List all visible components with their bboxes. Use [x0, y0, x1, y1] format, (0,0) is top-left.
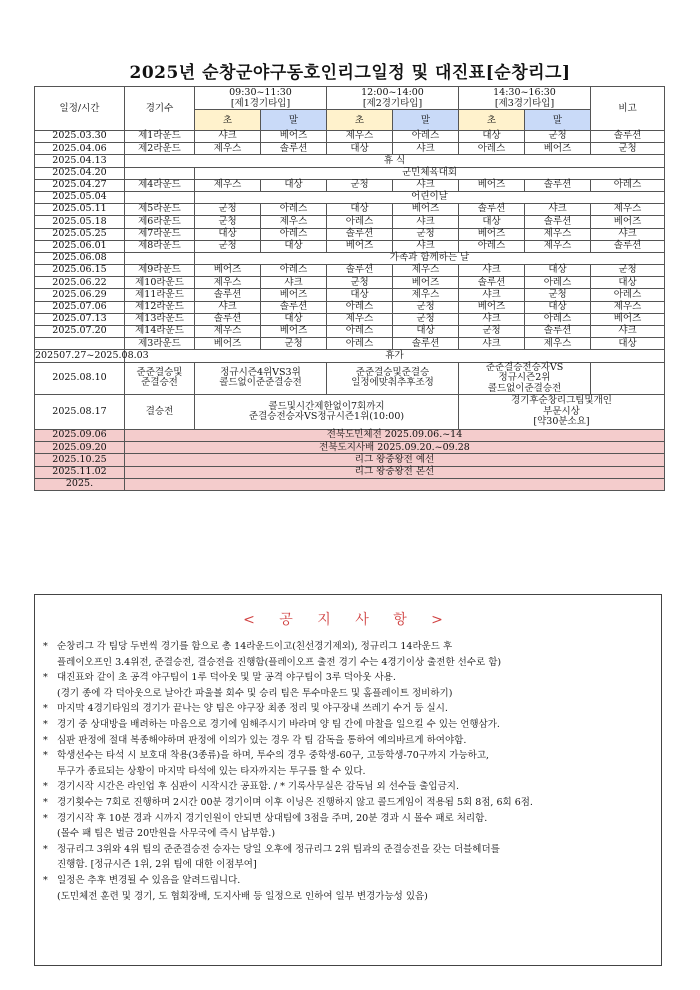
team-cell: 아레스	[459, 240, 525, 252]
semifinal-line: 정규시즌4위VS3위	[220, 366, 301, 378]
team-cell: 샤크	[393, 143, 459, 155]
table-row	[35, 131, 665, 143]
semifinal-slot3	[459, 362, 591, 395]
row-round	[125, 167, 195, 179]
notice-item	[43, 717, 651, 733]
semifinal-slot1	[195, 362, 327, 395]
row-round	[125, 252, 195, 264]
row-date	[35, 338, 125, 350]
notice-text: 정규리그 3위와 4위 팀의 준준결승전 승자는 당일 오후에 정규리그 2위 팀과의 준결승전을 갖는 더블헤더를	[57, 843, 500, 855]
row-event: 전북도지사배 2025.09.20.~09.28	[125, 442, 665, 454]
team-cell: 군청	[327, 277, 393, 289]
team-cell: 솔루션	[459, 277, 525, 289]
row-note: 베어즈	[591, 313, 665, 325]
row-event: 어린이날	[195, 191, 665, 203]
notice-bullet: *	[43, 641, 48, 652]
team-cell: 솔루션	[525, 216, 591, 228]
row-round: 제4라운드	[125, 179, 195, 191]
row-date: 2025.04.27	[35, 179, 125, 191]
table-row	[35, 179, 665, 191]
team-cell: 군청	[393, 301, 459, 313]
semifinal-line: 콜드없이준준결승전	[219, 377, 302, 389]
team-cell: 아레스	[261, 265, 327, 277]
team-cell: 제우스	[327, 313, 393, 325]
team-cell: 대상	[261, 179, 327, 191]
row-event: 가족과 함께하는 날	[195, 252, 665, 264]
notice-bullet: *	[43, 703, 48, 715]
notice-bullet: *	[43, 672, 48, 684]
notice-text: 진행함. [정규시즌 1위, 2위 팀에 대한 이점부여]	[57, 859, 257, 871]
table-row	[35, 143, 665, 155]
row-note: 군청	[591, 143, 665, 155]
table-row	[35, 191, 665, 203]
header-note: 비고	[591, 87, 665, 131]
team-cell: 대상	[327, 289, 393, 301]
row-round: 제9라운드	[125, 265, 195, 277]
team-cell: 샤크	[195, 301, 261, 313]
team-cell: 대상	[261, 313, 327, 325]
team-cell: 솔루션	[327, 265, 393, 277]
team-cell: 솔루션	[261, 143, 327, 155]
header-slot-2: 12:00~14:00 [제2경기타입]	[327, 87, 459, 110]
team-cell: 솔루션	[525, 326, 591, 338]
team-cell: 군청	[525, 289, 591, 301]
row-date: 2025.04.13	[35, 155, 125, 167]
notice-text: 투구가 종료되는 상황이 마지막 타석에 있는 타자까지는 투구를 할 수 있다.	[57, 765, 366, 777]
team-cell: 제우스	[195, 326, 261, 338]
notice-bullet: *	[43, 812, 48, 824]
row-event: 휴 식	[125, 155, 665, 167]
notice-text: 학생선수는 타석 시 보호대 착용(3종류)을 하며, 투수의 경우 중학생-60구, 고등학생-70구까지 가능하고,	[57, 750, 490, 762]
semifinal-line: 준준결승및준결승	[355, 366, 430, 378]
row-note: 제우스	[591, 301, 665, 313]
team-cell: 대상	[261, 240, 327, 252]
team-cell: 대상	[327, 143, 393, 155]
team-cell: 아레스	[327, 216, 393, 228]
notice-text: 경기횟수는 7회로 진행하며 2시간 00분 경기이며 이후 이닝은 진행하지 않고 콜드게임이 적용됨 5회 8점, 6회 6점.	[57, 796, 533, 808]
notice-text: 심판 판정에 절대 복종해야하며 판정에 이의가 있는 경우 각 팀 감독을 통하여 예의바르게 하여야함.	[57, 734, 467, 746]
row-date: 2025.05.18	[35, 216, 125, 228]
header-cho: 초	[327, 110, 393, 131]
team-cell: 제우스	[327, 131, 393, 143]
final-note-line: 경기후순창리그팀및개인	[511, 395, 612, 407]
team-cell: 대상	[327, 204, 393, 216]
notice-item	[43, 639, 651, 655]
notice-text: 경기시작 후 10분 경과 시까지 경기인원이 안되면 상대팀에 3점을 주며, 20분 경과 시 몰수 패로 처리함.	[57, 812, 488, 824]
table-row-event	[35, 430, 665, 442]
table-row	[35, 155, 665, 167]
team-cell: 솔루션	[459, 204, 525, 216]
row-date: 2025.06.01	[35, 240, 125, 252]
notice-text: 순창리그 각 팀당 두번씩 경기를 함으로 총 14라운드이고(친선경기제외), 정규리그 14라운드 후	[57, 641, 453, 652]
notice-item	[43, 733, 651, 749]
team-cell: 아레스	[459, 143, 525, 155]
notice-bullet: *	[43, 718, 48, 730]
row-date: 2025.	[35, 478, 125, 490]
team-cell: 베어즈	[195, 265, 261, 277]
row-note: 대상	[591, 338, 665, 350]
notice-text: (도민체전 훈련 및 경기, 도 협회장배, 도지사배 등 일정으로 인하여 일부 변경가능성 있음)	[57, 890, 428, 902]
notice-item	[43, 811, 651, 827]
notice-text: 대진표와 같이 초 공격 야구팀이 1루 덕아웃 및 말 공격 야구팀이 3루 덕아웃 사용.	[57, 672, 396, 684]
header-slot-1: 09:30~11:30 [제1경기타입]	[195, 87, 327, 110]
table-row-semifinal	[35, 362, 665, 395]
row-date: 2025.09.06	[35, 430, 125, 442]
team-cell: 제우스	[195, 277, 261, 289]
row-round: 결승전	[125, 395, 195, 430]
team-cell: 대상	[525, 301, 591, 313]
row-event: 전북도민체전 2025.09.06.~14	[125, 430, 665, 442]
final-line: 준결승전승자VS정규시즌1위(10:00)	[248, 411, 405, 423]
row-date: 2025.08.10	[35, 362, 125, 395]
row-round: 제2라운드	[125, 143, 195, 155]
notice-title: < 공 지 사 항 >	[243, 612, 453, 628]
row-event: 군민체육대회	[195, 167, 665, 179]
team-cell: 아레스	[327, 338, 393, 350]
row-date: 2025.08.17	[35, 395, 125, 430]
team-cell: 샤크	[393, 179, 459, 191]
table-row	[35, 228, 665, 240]
team-cell: 베어즈	[261, 131, 327, 143]
team-cell: 베어즈	[327, 240, 393, 252]
team-cell: 대상	[393, 326, 459, 338]
team-cell: 제우스	[525, 338, 591, 350]
team-cell: 대상	[195, 228, 261, 240]
notice-text: 일정은 추후 변경될 수 있음을 알려드립니다.	[57, 874, 241, 886]
table-row	[35, 326, 665, 338]
semifinal-line: 콜드없이준결승전	[487, 382, 562, 394]
team-cell: 아레스	[261, 228, 327, 240]
notice-text: (경기 종에 각 덕아웃으로 날아간 파울볼 회수 및 승리 팀은 투수마운드 및 홈플레이트 정비하기)	[57, 687, 453, 699]
table-row	[35, 301, 665, 313]
team-cell: 솔루션	[393, 338, 459, 350]
notice-bullet: *	[43, 750, 48, 762]
team-cell: 군청	[393, 313, 459, 325]
row-round: 제13라운드	[125, 313, 195, 325]
team-cell: 군청	[459, 326, 525, 338]
row-note: 대상	[591, 277, 665, 289]
team-cell: 군청	[525, 131, 591, 143]
team-cell: 샤크	[459, 289, 525, 301]
round-line: 준준결승및	[136, 366, 183, 378]
row-event	[125, 478, 665, 490]
team-cell: 아레스	[393, 131, 459, 143]
team-cell: 아레스	[327, 326, 393, 338]
row-round: 제3라운드	[125, 338, 195, 350]
notice-text: 경기 중 상대방을 배려하는 마음으로 경기에 임해주시기 바라며 양 팀 간에 마찰을 일으킬 수 있는 언행삼가.	[57, 718, 500, 730]
team-cell: 베어즈	[261, 289, 327, 301]
notice-bullet: *	[43, 874, 48, 886]
row-round: 제8라운드	[125, 240, 195, 252]
team-cell: 군청	[195, 204, 261, 216]
team-cell: 아레스	[525, 277, 591, 289]
team-cell: 아레스	[327, 301, 393, 313]
team-cell: 군청	[393, 228, 459, 240]
notice-text: 플레이오프인 3.4위전, 준결승전, 결승전을 진행함(플레이오프 출전 경기 수는 4경기이상 출전한 선수로 함)	[57, 656, 502, 668]
row-event: 리그 왕중왕전 예선	[125, 454, 665, 466]
team-cell: 샤크	[459, 338, 525, 350]
notice-item	[43, 655, 651, 671]
row-round: 제11라운드	[125, 289, 195, 301]
header-cho: 초	[195, 110, 261, 131]
row-date: 2025.05.04	[35, 191, 125, 203]
team-cell: 베어즈	[459, 301, 525, 313]
team-cell: 대상	[525, 265, 591, 277]
header-slot-3: 14:30~16:30 [제3경기타입]	[459, 87, 591, 110]
row-date: 2025.06.29	[35, 289, 125, 301]
notice-bullet: *	[43, 796, 48, 808]
row-event: 휴가	[125, 350, 665, 362]
row-round: 제1라운드	[125, 131, 195, 143]
team-cell: 아레스	[261, 204, 327, 216]
header-mal: 말	[261, 110, 327, 131]
row-date: 2025.05.11	[35, 204, 125, 216]
row-note	[591, 362, 665, 395]
table-row	[35, 216, 665, 228]
table-row	[35, 350, 665, 362]
team-cell: 베어즈	[393, 204, 459, 216]
page-title: 2025년 순창군야구동호인리그일정 및 대진표[순창리그]	[129, 63, 571, 83]
row-note: 아레스	[591, 179, 665, 191]
team-cell: 제우스	[195, 179, 261, 191]
team-cell: 솔루션	[327, 228, 393, 240]
table-row	[35, 167, 665, 179]
table-row	[35, 252, 665, 264]
row-date: 2025.06.22	[35, 277, 125, 289]
row-round: 제6라운드	[125, 216, 195, 228]
notice-item	[43, 857, 651, 873]
notice-bullet: *	[43, 781, 48, 793]
team-cell: 군청	[261, 338, 327, 350]
row-date: 2025.04.06	[35, 143, 125, 155]
team-cell: 샤크	[459, 313, 525, 325]
notice-item	[43, 873, 651, 889]
row-note: 군청	[591, 265, 665, 277]
team-cell: 제우스	[525, 240, 591, 252]
row-date: 202507.27~2025.08.03	[35, 349, 149, 361]
team-cell: 제우스	[393, 265, 459, 277]
row-date: 2025.05.25	[35, 228, 125, 240]
table-row	[35, 313, 665, 325]
team-cell: 솔루션	[525, 179, 591, 191]
team-cell: 베어즈	[393, 277, 459, 289]
row-round	[125, 191, 195, 203]
row-date: 2025.07.06	[35, 301, 125, 313]
final-main	[195, 395, 459, 430]
table-row-event	[35, 478, 665, 490]
team-cell: 제우스	[393, 289, 459, 301]
team-cell: 베어즈	[195, 338, 261, 350]
team-cell: 대상	[459, 216, 525, 228]
table-row	[35, 277, 665, 289]
row-round: 제14라운드	[125, 326, 195, 338]
team-cell: 솔루션	[195, 289, 261, 301]
team-cell: 제우스	[195, 143, 261, 155]
notice-item	[43, 764, 651, 780]
row-note: 샤크	[591, 228, 665, 240]
team-cell: 샤크	[459, 265, 525, 277]
row-event: 리그 왕중왕전 본선	[125, 466, 665, 478]
notice-box	[34, 594, 662, 966]
row-note: 솔루션	[591, 240, 665, 252]
table-row	[35, 240, 665, 252]
notice-text: 경기시작 시간은 라인업 후 심판이 시작시간 공표함. / * 기록사무실은 감독님 외 선수들 출입금지.	[57, 781, 459, 793]
semifinal-line: 일정에맞춰추후조정	[351, 377, 434, 389]
row-round: 제10라운드	[125, 277, 195, 289]
header-mal: 말	[525, 110, 591, 131]
table-row-final	[35, 395, 665, 430]
notice-text: (몰수 패 팀은 벌금 20만원을 사무국에 즉시 납부함.)	[57, 828, 276, 840]
team-cell: 샤크	[195, 131, 261, 143]
notice-bullet: *	[43, 843, 48, 855]
team-cell: 베어즈	[459, 179, 525, 191]
notice-item	[43, 701, 651, 717]
notice-item	[43, 889, 651, 905]
team-cell: 군청	[195, 216, 261, 228]
team-cell: 제우스	[525, 228, 591, 240]
notice-item	[43, 795, 651, 811]
header-cho: 초	[459, 110, 525, 131]
team-cell: 샤크	[525, 204, 591, 216]
team-cell: 대상	[459, 131, 525, 143]
team-cell: 솔루션	[195, 313, 261, 325]
row-date: 2025.06.15	[35, 265, 125, 277]
final-note-line: 부문시상	[543, 405, 580, 417]
row-round	[125, 362, 195, 395]
schedule-table	[34, 86, 665, 491]
header-games: 경기수	[125, 87, 195, 131]
table-row	[35, 265, 665, 277]
team-cell: 샤크	[393, 216, 459, 228]
team-cell: 베어즈	[459, 228, 525, 240]
row-date: 2025.10.25	[35, 454, 125, 466]
final-note-line: [약30분소요]	[533, 416, 590, 428]
final-note	[459, 395, 665, 430]
notice-item	[43, 686, 651, 702]
row-date: 2025.09.20	[35, 442, 125, 454]
row-date: 2025.03.30	[35, 131, 125, 143]
team-cell: 샤크	[261, 277, 327, 289]
team-cell: 아레스	[525, 313, 591, 325]
table-row-event	[35, 466, 665, 478]
notice-list	[35, 639, 661, 904]
header-mal: 말	[393, 110, 459, 131]
final-line: 콜드및시간제한없이7회까지	[268, 400, 385, 412]
row-date: 2025.06.08	[35, 252, 125, 264]
row-date: 2025.04.20	[35, 167, 125, 179]
row-note: 솔루션	[591, 131, 665, 143]
notice-item	[43, 779, 651, 795]
row-date: 2025.07.20	[35, 326, 125, 338]
semifinal-line: 정규시즌2위	[498, 372, 551, 384]
team-cell: 베어즈	[261, 326, 327, 338]
semifinal-line: 준준결승전승자VS	[485, 361, 564, 373]
notice-item	[43, 670, 651, 686]
row-note: 제우스	[591, 204, 665, 216]
notice-text: 마지막 4경기타임의 경기가 끝나는 양 팀은 야구장 최종 정리 및 야구장내 쓰레기 수거 등 실시.	[57, 703, 448, 715]
notice-bullet: *	[43, 734, 48, 746]
row-round: 제7라운드	[125, 228, 195, 240]
header-date: 일정/시간	[35, 87, 125, 131]
row-round: 제5라운드	[125, 204, 195, 216]
team-cell: 베어즈	[525, 143, 591, 155]
team-cell: 솔루션	[261, 301, 327, 313]
table-row	[35, 204, 665, 216]
notice-item	[43, 826, 651, 842]
team-cell: 제우스	[261, 216, 327, 228]
semifinal-slot2	[327, 362, 459, 395]
team-cell: 군청	[327, 179, 393, 191]
notice-item	[43, 842, 651, 858]
row-note: 아레스	[591, 289, 665, 301]
table-row-event	[35, 442, 665, 454]
table-row	[35, 289, 665, 301]
table-row-event	[35, 454, 665, 466]
row-date: 2025.07.13	[35, 313, 125, 325]
table-row	[35, 338, 665, 350]
row-round: 제12라운드	[125, 301, 195, 313]
row-note: 베어즈	[591, 216, 665, 228]
row-note: 샤크	[591, 326, 665, 338]
row-date: 2025.11.02	[35, 466, 125, 478]
notice-item	[43, 748, 651, 764]
round-line: 준결승전	[141, 377, 178, 389]
team-cell: 샤크	[393, 240, 459, 252]
team-cell: 군청	[195, 240, 261, 252]
